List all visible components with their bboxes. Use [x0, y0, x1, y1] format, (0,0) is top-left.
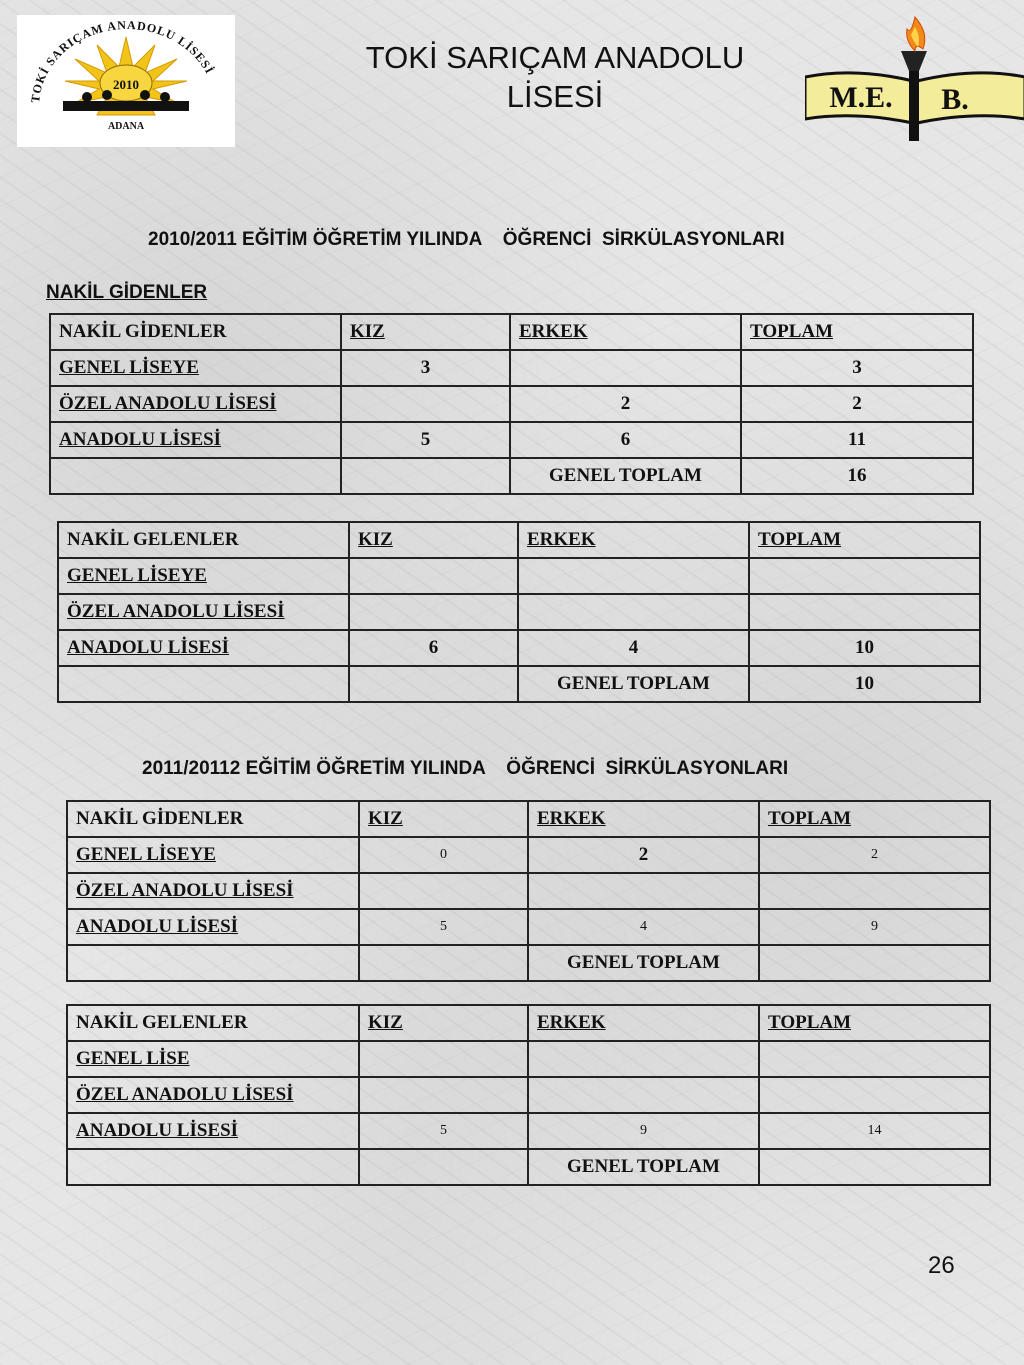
- genel-toplam-label: GENEL TOPLAM: [528, 945, 759, 981]
- header-cell: NAKİL GELENLER: [58, 522, 349, 558]
- kiz-cell: 5: [341, 422, 510, 458]
- header-cell: KIZ: [359, 801, 528, 837]
- erkek-cell: [510, 350, 741, 386]
- header-cell: NAKİL GELENLER: [67, 1005, 359, 1041]
- erkek-cell: [528, 1041, 759, 1077]
- table-row: [67, 909, 990, 945]
- toplam-cell: [749, 594, 980, 630]
- row-label: GENEL LİSE: [67, 1041, 359, 1077]
- header-cell: ERKEK: [510, 314, 741, 350]
- table-total-row: [67, 1149, 990, 1185]
- header-cell: NAKİL GİDENLER: [50, 314, 341, 350]
- erkek-cell: [528, 873, 759, 909]
- section1-heading: 2010/2011 EĞİTİM ÖĞRETİM YILINDA ÖĞRENCİ SİRKÜLASYONLARI: [148, 229, 785, 250]
- erkek-cell: 2: [528, 837, 759, 873]
- table-2011-nakil-gidenler: [66, 800, 991, 982]
- table-row: [67, 873, 990, 909]
- genel-toplam-label: GENEL TOPLAM: [518, 666, 749, 702]
- school-logo: [17, 15, 235, 147]
- table-row: [58, 594, 980, 630]
- row-label: GENEL LİSEYE: [67, 837, 359, 873]
- toplam-cell: 2: [759, 837, 990, 873]
- kiz-cell: [349, 594, 518, 630]
- row-label: [50, 458, 341, 494]
- kiz-cell: [359, 1149, 528, 1185]
- row-label: [67, 1149, 359, 1185]
- kiz-cell: [341, 458, 510, 494]
- row-label: ANADOLU LİSESİ: [67, 1113, 359, 1149]
- svg-text:TOKİ SARIÇAM ANADOLU LİSESİ: TOKİ SARIÇAM ANADOLU LİSESİ: [28, 17, 217, 104]
- header-cell: NAKİL GİDENLER: [67, 801, 359, 837]
- kiz-cell: 5: [359, 1113, 528, 1149]
- row-label: ANADOLU LİSESİ: [50, 422, 341, 458]
- table-total-row: [50, 458, 973, 494]
- meb-torch-icon: [805, 15, 1024, 145]
- page-title: [330, 38, 780, 116]
- svg-text:ADANA: ADANA: [107, 121, 145, 132]
- page-number: 26: [928, 1252, 955, 1279]
- kiz-cell: 6: [349, 630, 518, 666]
- header-cell: TOPLAM: [749, 522, 980, 558]
- erkek-cell: [528, 1077, 759, 1113]
- row-label: ÖZEL ANADOLU LİSESİ: [67, 873, 359, 909]
- header-cell: KIZ: [341, 314, 510, 350]
- toplam-cell: [759, 1077, 990, 1113]
- row-label: ÖZEL ANADOLU LİSESİ: [50, 386, 341, 422]
- row-label: ÖZEL ANADOLU LİSESİ: [58, 594, 349, 630]
- table-row: [67, 1077, 990, 1113]
- table-row: [67, 837, 990, 873]
- svg-text:B.: B.: [941, 83, 969, 116]
- table-row: [50, 422, 973, 458]
- toplam-cell: 9: [759, 909, 990, 945]
- kiz-cell: [359, 1077, 528, 1113]
- kiz-cell: 0: [359, 837, 528, 873]
- school-logo-graphic: [17, 15, 235, 147]
- table-row: [50, 386, 973, 422]
- genel-toplam-value: [759, 1149, 990, 1185]
- kiz-cell: [341, 386, 510, 422]
- erkek-cell: [518, 558, 749, 594]
- toplam-cell: 14: [759, 1113, 990, 1149]
- svg-text:M.E.: M.E.: [829, 81, 893, 114]
- genel-toplam-value: [759, 945, 990, 981]
- toplam-cell: 2: [741, 386, 973, 422]
- toplam-cell: [759, 873, 990, 909]
- header-cell: TOPLAM: [759, 801, 990, 837]
- table-header-row: [67, 1005, 990, 1041]
- kiz-cell: [349, 666, 518, 702]
- kiz-cell: 5: [359, 909, 528, 945]
- page-title-line2: LİSESİ: [506, 79, 604, 114]
- header-cell: TOPLAM: [759, 1005, 990, 1041]
- header-cell: ERKEK: [528, 1005, 759, 1041]
- genel-toplam-label: GENEL TOPLAM: [510, 458, 741, 494]
- toplam-cell: [759, 1041, 990, 1077]
- table-total-row: [58, 666, 980, 702]
- genel-toplam-value: 10: [749, 666, 980, 702]
- table-row: [67, 1041, 990, 1077]
- erkek-cell: 4: [528, 909, 759, 945]
- meb-logo: [805, 15, 1024, 145]
- toplam-cell: [749, 558, 980, 594]
- svg-text:2010: 2010: [113, 77, 139, 92]
- kiz-cell: [359, 1041, 528, 1077]
- table-header-row: [58, 522, 980, 558]
- page-title-line1: TOKİ SARIÇAM ANADOLU: [365, 40, 745, 75]
- row-label: GENEL LİSEYE: [50, 350, 341, 386]
- row-label: ÖZEL ANADOLU LİSESİ: [67, 1077, 359, 1113]
- erkek-cell: [518, 594, 749, 630]
- kiz-cell: [359, 873, 528, 909]
- header-cell: TOPLAM: [741, 314, 973, 350]
- header-cell: KIZ: [349, 522, 518, 558]
- header-cell: KIZ: [359, 1005, 528, 1041]
- table-2011-nakil-gelenler: [66, 1004, 991, 1186]
- table-total-row: [67, 945, 990, 981]
- table-row: [67, 1113, 990, 1149]
- table-2010-nakil-gelenler: [57, 521, 981, 703]
- header-cell: ERKEK: [528, 801, 759, 837]
- row-label: GENEL LİSEYE: [58, 558, 349, 594]
- section1-subheading: NAKİL GİDENLER: [46, 282, 208, 303]
- header-cell: ERKEK: [518, 522, 749, 558]
- table-header-row: [67, 801, 990, 837]
- section2-heading: 2011/20112 EĞİTİM ÖĞRETİM YILINDA ÖĞRENCİ SİRKÜLASYONLARI: [142, 758, 789, 779]
- kiz-cell: 3: [341, 350, 510, 386]
- row-label: ANADOLU LİSESİ: [58, 630, 349, 666]
- table-row: [58, 630, 980, 666]
- table-row: [50, 350, 973, 386]
- genel-toplam-value: 16: [741, 458, 973, 494]
- erkek-cell: 4: [518, 630, 749, 666]
- erkek-cell: 9: [528, 1113, 759, 1149]
- toplam-cell: 10: [749, 630, 980, 666]
- genel-toplam-label: GENEL TOPLAM: [528, 1149, 759, 1185]
- row-label: [58, 666, 349, 702]
- table-2010-nakil-gidenler: [49, 313, 974, 495]
- row-label: [67, 945, 359, 981]
- row-label: ANADOLU LİSESİ: [67, 909, 359, 945]
- erkek-cell: 6: [510, 422, 741, 458]
- kiz-cell: [349, 558, 518, 594]
- kiz-cell: [359, 945, 528, 981]
- erkek-cell: 2: [510, 386, 741, 422]
- toplam-cell: 3: [741, 350, 973, 386]
- table-row: [58, 558, 980, 594]
- table-header-row: [50, 314, 973, 350]
- toplam-cell: 11: [741, 422, 973, 458]
